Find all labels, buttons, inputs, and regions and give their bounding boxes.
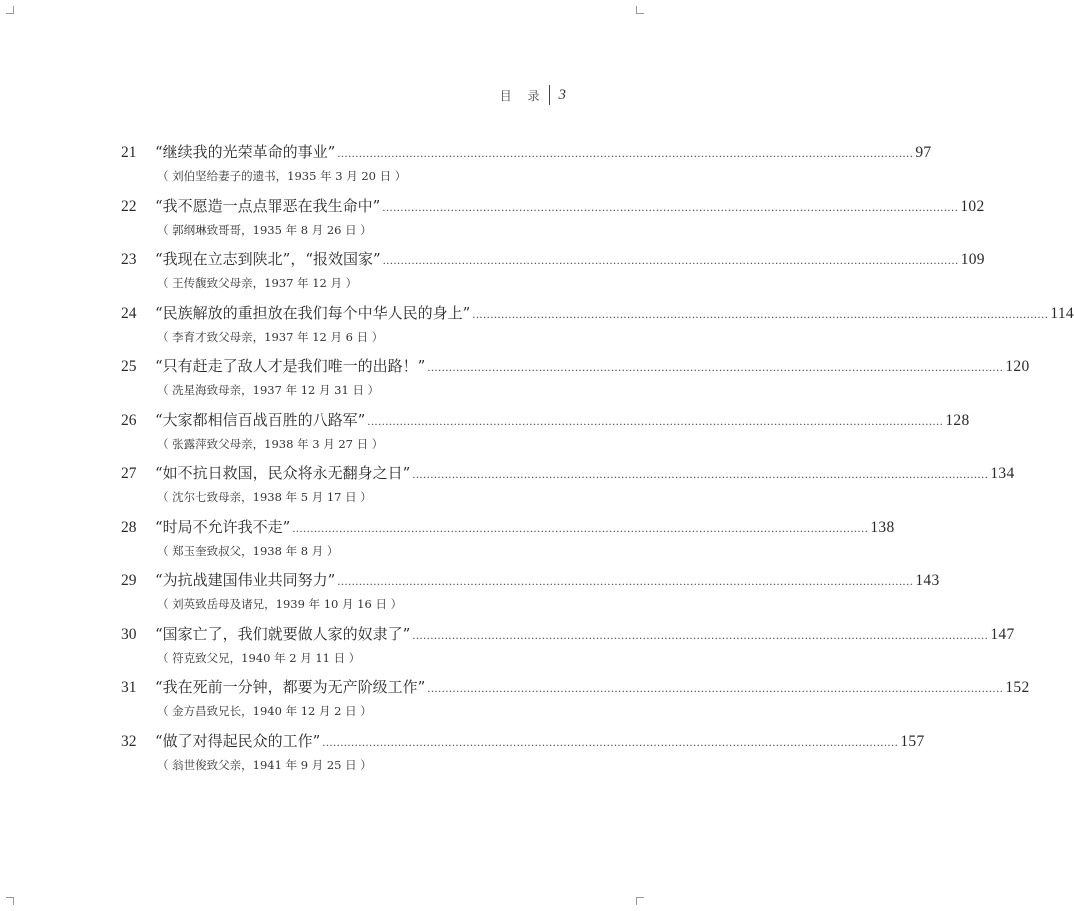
toc-entry[interactable] — [121, 674, 1030, 728]
header-divider — [549, 85, 550, 105]
dot-leader: ................................................................................................................................................................ — [337, 146, 914, 160]
entry-source: （ 沈尔七致母亲，1938 年 5 月 17 日 ） — [157, 490, 372, 504]
crop-mark-top-right — [636, 6, 644, 14]
table-of-contents — [121, 139, 1074, 781]
entry-title[interactable]: “继续我的光荣革命的事业” — [155, 143, 336, 161]
entry-source: （ 李育才致父母亲，1937 年 12 月 6 日 ） — [157, 329, 384, 344]
dot-leader: ................................................................................................................................................................ — [337, 574, 914, 588]
entry-page-number[interactable]: 157 — [900, 732, 925, 750]
entry-page-number[interactable]: 134 — [990, 465, 1015, 482]
entry-source: （ 刘英致岳母及诸兄，1939 年 10 月 16 日 ） — [157, 597, 403, 611]
entry-source: （ 刘伯坚给妻子的遗书，1935 年 3 月 20 日 ） — [157, 169, 407, 183]
entry-source: （ 郑玉奎致叔父，1938 年 8 月 ） — [157, 543, 339, 558]
toc-entry[interactable] — [121, 193, 985, 247]
entry-number: 27 — [121, 465, 137, 482]
entry-page-number[interactable]: 147 — [990, 625, 1015, 643]
crop-mark-bottom-right — [636, 897, 644, 905]
toc-entry[interactable] — [121, 139, 932, 193]
entry-page-number[interactable]: 120 — [1005, 358, 1030, 375]
entry-number: 22 — [121, 197, 137, 215]
entry-source: （ 翁世俊致父亲，1941 年 9 月 25 日 ） — [157, 757, 372, 772]
toc-entry[interactable] — [121, 621, 1015, 675]
entry-source: （ 冼星海致母亲，1937 年 12 月 31 日 ） — [157, 383, 380, 397]
entry-title[interactable]: “我在死前一分钟，都要为无产阶级工作” — [155, 678, 426, 696]
toc-entry[interactable] — [121, 353, 1030, 407]
entry-title[interactable]: “时局不允许我不走” — [155, 517, 291, 536]
dot-leader: ................................................................................................................................................................ — [427, 681, 1004, 695]
entry-source: （ 郭纲琳致哥哥，1935 年 8 月 26 日 ） — [157, 222, 372, 237]
page-number: 3 — [558, 86, 566, 103]
entry-title[interactable]: “大家都相信百战百胜的八路军” — [155, 410, 366, 429]
running-header — [500, 84, 566, 106]
entry-number: 23 — [121, 251, 137, 268]
entry-number: 28 — [121, 518, 137, 536]
toc-entry[interactable] — [121, 728, 925, 782]
entry-page-number[interactable]: 138 — [870, 518, 895, 536]
entry-number: 31 — [121, 679, 137, 696]
entry-source: （ 张露萍致父母亲，1938 年 3 月 27 日 ） — [157, 436, 384, 451]
toc-entry[interactable] — [121, 514, 895, 568]
toc-entry[interactable] — [121, 567, 940, 621]
entry-title[interactable]: “只有赶走了敌人才是我们唯一的出路！” — [155, 357, 426, 375]
entry-page-number[interactable]: 109 — [960, 251, 985, 268]
entry-page-number[interactable]: 128 — [945, 411, 970, 429]
entry-number: 29 — [121, 572, 137, 589]
entry-number: 21 — [121, 144, 137, 161]
crop-mark-top-left — [6, 6, 14, 14]
entry-title[interactable]: “国家亡了，我们就要做人家的奴隶了” — [155, 624, 411, 643]
dot-leader: ................................................................................................................................................................ — [427, 360, 1004, 374]
dot-leader: ................................................................................................................................................................ — [367, 413, 944, 428]
entry-page-number[interactable]: 102 — [960, 197, 985, 215]
entry-title[interactable]: “我不愿造一点点罪恶在我生命中” — [155, 196, 381, 215]
entry-number: 30 — [121, 625, 137, 643]
entry-number: 24 — [121, 304, 137, 322]
dot-leader: ................................................................................................................................................................ — [472, 306, 1049, 321]
entry-page-number[interactable]: 152 — [1005, 679, 1030, 696]
dot-leader: ................................................................................................................................................................ — [322, 734, 899, 749]
entry-title[interactable]: “如不抗日救国，民众将永无翻身之日” — [155, 464, 411, 482]
entry-page-number[interactable]: 143 — [915, 572, 940, 589]
entry-source: （ 金方昌致兄长，1940 年 12 月 2 日 ） — [157, 704, 372, 718]
entry-number: 26 — [121, 411, 137, 429]
entry-source: （ 符克致父兄，1940 年 2 月 11 日 ） — [157, 650, 361, 665]
entry-page-number[interactable]: 97 — [915, 144, 932, 161]
dot-leader: ................................................................................................................................................................ — [382, 199, 959, 214]
entry-source: （ 王传馥致父母亲，1937 年 12 月 ） — [157, 276, 358, 290]
toc-entry[interactable] — [121, 407, 970, 461]
entry-title[interactable]: “为抗战建国伟业共同努力” — [155, 571, 336, 589]
toc-entry[interactable] — [121, 246, 985, 300]
crop-mark-bottom-left — [6, 897, 14, 905]
dot-leader: ................................................................................................................................................................ — [382, 253, 959, 267]
entry-number: 25 — [121, 358, 137, 375]
section-title: 目 录 — [499, 88, 546, 103]
entry-title[interactable]: “做了对得起民众的工作” — [155, 731, 321, 750]
dot-leader: ................................................................................................................................................................ — [292, 520, 869, 535]
toc-entry[interactable] — [121, 460, 1015, 514]
entry-title[interactable]: “民族解放的重担放在我们每个中华人民的身上” — [155, 303, 471, 322]
dot-leader: ................................................................................................................................................................ — [412, 627, 989, 642]
entry-title[interactable]: “我现在立志到陕北”，“报效国家” — [155, 250, 381, 268]
entry-page-number[interactable]: 114 — [1050, 304, 1074, 322]
entry-number: 32 — [121, 732, 137, 750]
toc-entry[interactable] — [121, 300, 1074, 354]
dot-leader: ................................................................................................................................................................ — [412, 467, 989, 481]
